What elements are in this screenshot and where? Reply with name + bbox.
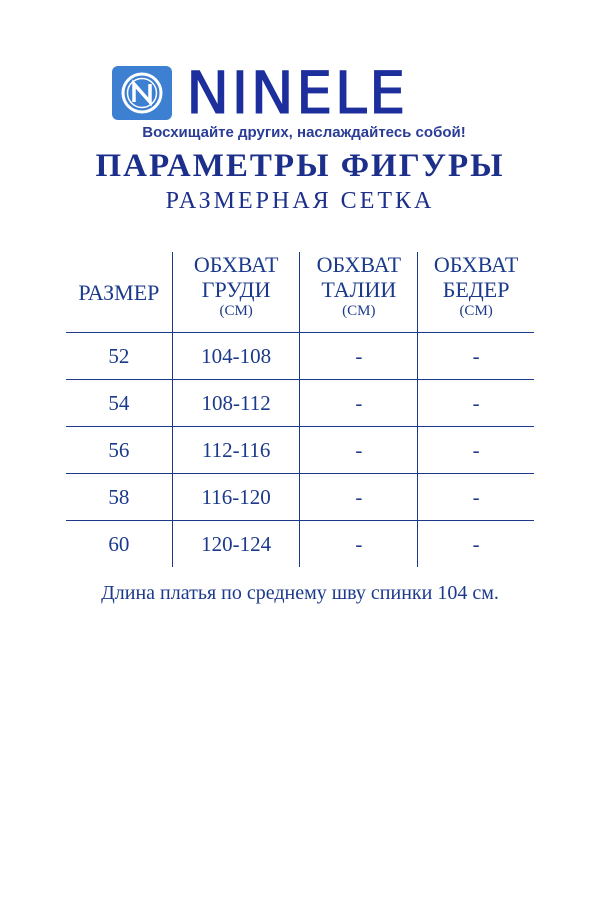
header-waist (300, 252, 418, 333)
header-hips-line1: ОБХВАТ (433, 252, 519, 277)
table-row (66, 474, 534, 521)
table-row (66, 521, 534, 568)
cell-waist: - (300, 380, 418, 427)
cell-waist: - (300, 521, 418, 568)
header-waist-line1: ОБХВАТ (316, 252, 402, 277)
header-size (66, 252, 172, 333)
header-hips-line2: БЕДЕР (442, 277, 510, 302)
table-header-row (66, 252, 534, 333)
dress-length-note: Длина платья по среднему шву спинки 104 см. (101, 582, 499, 604)
header-chest-unit: (СМ) (219, 303, 253, 319)
brand-tagline: Восхищайте других, наслаждайтесь собой! (142, 124, 466, 141)
page-subtitle: РАЗМЕРНАЯ СЕТКА (165, 188, 435, 214)
cell-size: 54 (66, 380, 172, 427)
cell-hips: - (418, 521, 534, 568)
cell-chest: 108-112 (172, 380, 300, 427)
table-row (66, 333, 534, 380)
cell-waist: - (300, 474, 418, 521)
table-row (66, 427, 534, 474)
page-title: ПАРАМЕТРЫ ФИГУРЫ (95, 148, 505, 184)
cell-hips: - (418, 474, 534, 521)
cell-size: 60 (108, 531, 130, 556)
n-circle-logo-icon (112, 66, 172, 120)
header-chest-line2: ГРУДИ (201, 277, 271, 302)
size-chart-table (66, 252, 534, 567)
cell-size: 56 (66, 427, 172, 474)
header-hips-unit: (СМ) (459, 303, 493, 319)
cell-hips: - (418, 380, 534, 427)
cell-size: 52 (66, 333, 172, 380)
cell-hips: - (418, 427, 534, 474)
header-chest (172, 252, 300, 333)
header-waist-unit: (СМ) (342, 303, 376, 319)
cell-waist: - (300, 427, 418, 474)
brand-name: NINELE (186, 59, 408, 127)
brand-logo (112, 59, 408, 127)
header-chest-line1: ОБХВАТ (193, 252, 279, 277)
cell-chest: 104-108 (172, 333, 300, 380)
header-hips (418, 252, 534, 333)
cell-chest: 116-120 (172, 474, 300, 521)
cell-chest: 120-124 (172, 521, 300, 568)
cell-size: 58 (66, 474, 172, 521)
header-waist-line2: ТАЛИИ (321, 277, 397, 302)
cell-hips: - (418, 333, 534, 380)
cell-waist: - (300, 333, 418, 380)
table-row (66, 380, 534, 427)
cell-chest: 112-116 (172, 427, 300, 474)
header-size-label: РАЗМЕР (78, 279, 160, 305)
